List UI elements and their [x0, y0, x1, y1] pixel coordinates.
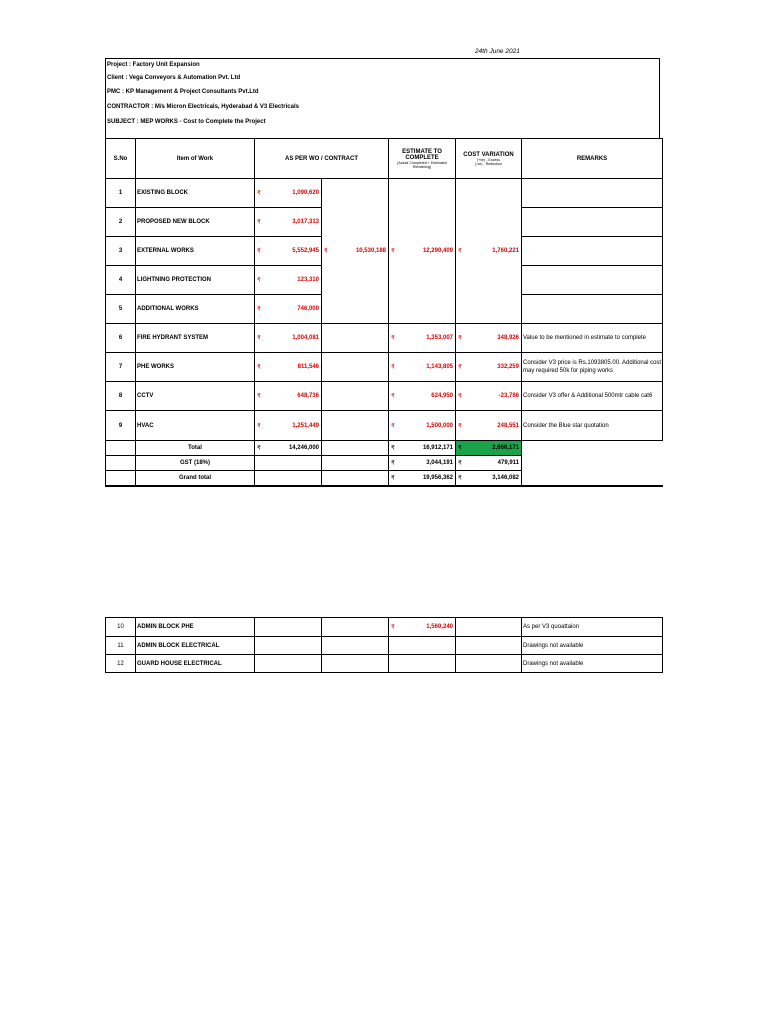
- col-sno: S.No: [106, 139, 136, 179]
- row-cv-amount: 332,259: [497, 364, 519, 370]
- row-item: EXTERNAL WORKS: [137, 248, 194, 254]
- row-wo-amount: 3,017,313: [292, 219, 319, 225]
- row-item: FIRE HYDRANT SYSTEM: [137, 335, 209, 341]
- currency-symbol: ₹: [391, 460, 395, 467]
- col-etc-note: (Actual Completed + Estimated Remaining): [397, 160, 447, 169]
- row-item: GUARD HOUSE ELECTRICAL: [137, 660, 222, 667]
- row-remarks: Consider V3 offer & Additional 500mtr cable cat6: [523, 393, 653, 399]
- currency-symbol: ₹: [257, 423, 261, 429]
- row-remarks: Consider V3 price is Rs.1093805.00. Additional cost may required 50k for piping works: [523, 360, 662, 374]
- currency-symbol: ₹: [257, 335, 261, 342]
- row-etc-amount: 624,950: [431, 393, 453, 399]
- col-cv-note-excess: (+ve) - Excess: [476, 157, 501, 162]
- table-row: [106, 655, 663, 673]
- row-wo-amount: 1,004,081: [292, 335, 319, 341]
- col-item: Item of Work: [136, 139, 255, 179]
- currency-symbol: ₹: [257, 306, 261, 313]
- row-remarks: Drawings not available: [523, 642, 584, 649]
- currency-symbol: ₹: [391, 475, 395, 482]
- table-row: [106, 353, 663, 382]
- currency-symbol: ₹: [257, 445, 261, 452]
- currency-symbol: ₹: [391, 248, 395, 255]
- gst-etc: 3,044,191: [426, 460, 453, 466]
- grand-etc: 19,956,362: [422, 475, 453, 481]
- currency-symbol: ₹: [391, 624, 395, 631]
- currency-symbol: ₹: [458, 248, 462, 255]
- row-sno: 5: [118, 306, 123, 312]
- header-row: [106, 139, 663, 179]
- currency-symbol: ₹: [324, 248, 328, 255]
- col-wo: AS PER WO / CONTRACT: [255, 139, 389, 179]
- row-item: HVAC: [137, 422, 154, 429]
- row-etc-amount: 1,500,000: [426, 422, 453, 429]
- row-remarks: Value to be mentioned in estimate to complete: [523, 335, 646, 341]
- report-date: 24th June 2021: [475, 48, 520, 55]
- currency-symbol: ₹: [458, 364, 462, 371]
- table-row: [106, 179, 663, 208]
- currency-symbol: ₹: [458, 423, 462, 429]
- row-wo-amount: 746,000: [297, 306, 319, 312]
- table-row: [106, 411, 663, 441]
- col-cv-label: COST VARIATION: [463, 151, 514, 158]
- currency-symbol: ₹: [257, 393, 261, 400]
- row-sno: 8: [118, 393, 123, 399]
- group-wo-sum: 10,530,188: [355, 248, 386, 254]
- row-item: LIGHTNING PROTECTION: [137, 277, 211, 283]
- row-etc-amount: 1,143,805: [426, 364, 453, 370]
- row-item: EXISTING BLOCK: [137, 190, 189, 196]
- currency-symbol: ₹: [391, 393, 395, 400]
- additional-items-table: [105, 617, 663, 673]
- row-remarks: As per V3 quoattaion: [523, 624, 580, 630]
- row-sno: 6: [118, 335, 123, 341]
- project-line: Project : Factory Unit Expansion: [107, 62, 200, 68]
- currency-symbol: ₹: [257, 219, 261, 226]
- currency-symbol: ₹: [257, 277, 261, 284]
- row-sno: 12: [117, 660, 124, 667]
- currency-symbol: ₹: [257, 364, 261, 371]
- row-sno: 4: [118, 277, 123, 283]
- row-cv-amount: 348,926: [497, 335, 519, 341]
- contractor-line: CONTRACTOR : M/s Micron Electricals, Hyderabad & V3 Electricals: [107, 104, 299, 110]
- row-etc-amount: 1,353,007: [426, 335, 453, 341]
- row-cv-amount: 248,551: [497, 422, 519, 429]
- currency-symbol: ₹: [391, 335, 395, 342]
- row-wo-amount: 648,736: [297, 393, 319, 399]
- pmc-line: PMC : KP Management & Project Consultants Pvt.Ltd: [107, 89, 259, 95]
- gst-cv: 479,911: [497, 460, 519, 466]
- col-etc-label: ESTIMATE TO COMPLETE: [402, 148, 442, 161]
- row-sno: 11: [117, 642, 124, 649]
- currency-symbol: ₹: [458, 475, 462, 482]
- col-remarks: REMARKS: [522, 139, 663, 179]
- currency-symbol: ₹: [391, 364, 395, 371]
- row-wo-amount: 1,251,449: [292, 422, 319, 429]
- table-row: [106, 324, 663, 353]
- table-row: [106, 637, 663, 655]
- row-wo-amount: 811,546: [297, 364, 319, 370]
- col-etc: [389, 139, 456, 179]
- currency-symbol: ₹: [257, 190, 261, 197]
- total-row: [106, 441, 663, 456]
- currency-symbol: ₹: [458, 445, 462, 452]
- currency-symbol: ₹: [458, 460, 462, 467]
- row-item: PHE WORKS: [137, 364, 175, 370]
- total-etc: 16,912,171: [422, 445, 453, 451]
- row-sno: 3: [118, 248, 123, 254]
- gst-label: GST (18%): [136, 456, 255, 471]
- project-header-box: [105, 58, 660, 138]
- row-item: CCTV: [137, 393, 154, 399]
- table-row: [106, 618, 663, 637]
- total-label: Total: [136, 441, 255, 456]
- row-remarks: Drawings not available: [523, 660, 584, 667]
- currency-symbol: ₹: [391, 423, 395, 429]
- client-line: Client : Vega Conveyors & Automation Pvt. Ltd: [107, 75, 241, 81]
- row-sno: 1: [118, 190, 123, 196]
- currency-symbol: ₹: [391, 445, 395, 452]
- row-sno: 2: [118, 219, 123, 225]
- row-remarks: Consider the Blue star quotation: [523, 422, 609, 429]
- row-cv-amount: -23,786: [498, 393, 519, 399]
- subject-line: SUBJECT : MEP WORKS - Cost to Complete the Project: [107, 119, 266, 125]
- col-cv: [456, 139, 522, 179]
- currency-symbol: ₹: [458, 393, 462, 400]
- row-wo-amount: 1,090,620: [292, 190, 319, 196]
- col-cv-note-reduction: (-ve) - Reduction: [475, 161, 502, 166]
- total-wo: 14,246,000: [288, 445, 319, 451]
- row-sno: 9: [118, 422, 123, 429]
- table-row: [106, 382, 663, 411]
- row-item: PROPOSED NEW BLOCK: [137, 219, 210, 225]
- row-sno: 7: [118, 364, 123, 370]
- row-item: ADMIN BLOCK ELECTRICAL: [137, 642, 220, 649]
- row-sno: 10: [117, 624, 124, 630]
- currency-symbol: ₹: [458, 335, 462, 342]
- grand-cv: 3,146,082: [492, 475, 519, 481]
- grand-total-label: Grand total: [136, 471, 255, 487]
- group-etc: 12,290,409: [422, 248, 453, 254]
- cost-table: [105, 138, 663, 487]
- group-cv: 1,760,221: [492, 248, 519, 254]
- row-item: ADDITIONAL WORKS: [137, 306, 199, 312]
- row-etc-amount: 1,560,240: [426, 624, 453, 630]
- currency-symbol: ₹: [257, 248, 261, 255]
- row-wo-amount: 123,310: [297, 277, 319, 283]
- row-item: ADMIN BLOCK PHE: [137, 624, 194, 630]
- total-cv: 2,666,171: [492, 445, 519, 451]
- row-wo-amount: 5,552,945: [292, 248, 319, 254]
